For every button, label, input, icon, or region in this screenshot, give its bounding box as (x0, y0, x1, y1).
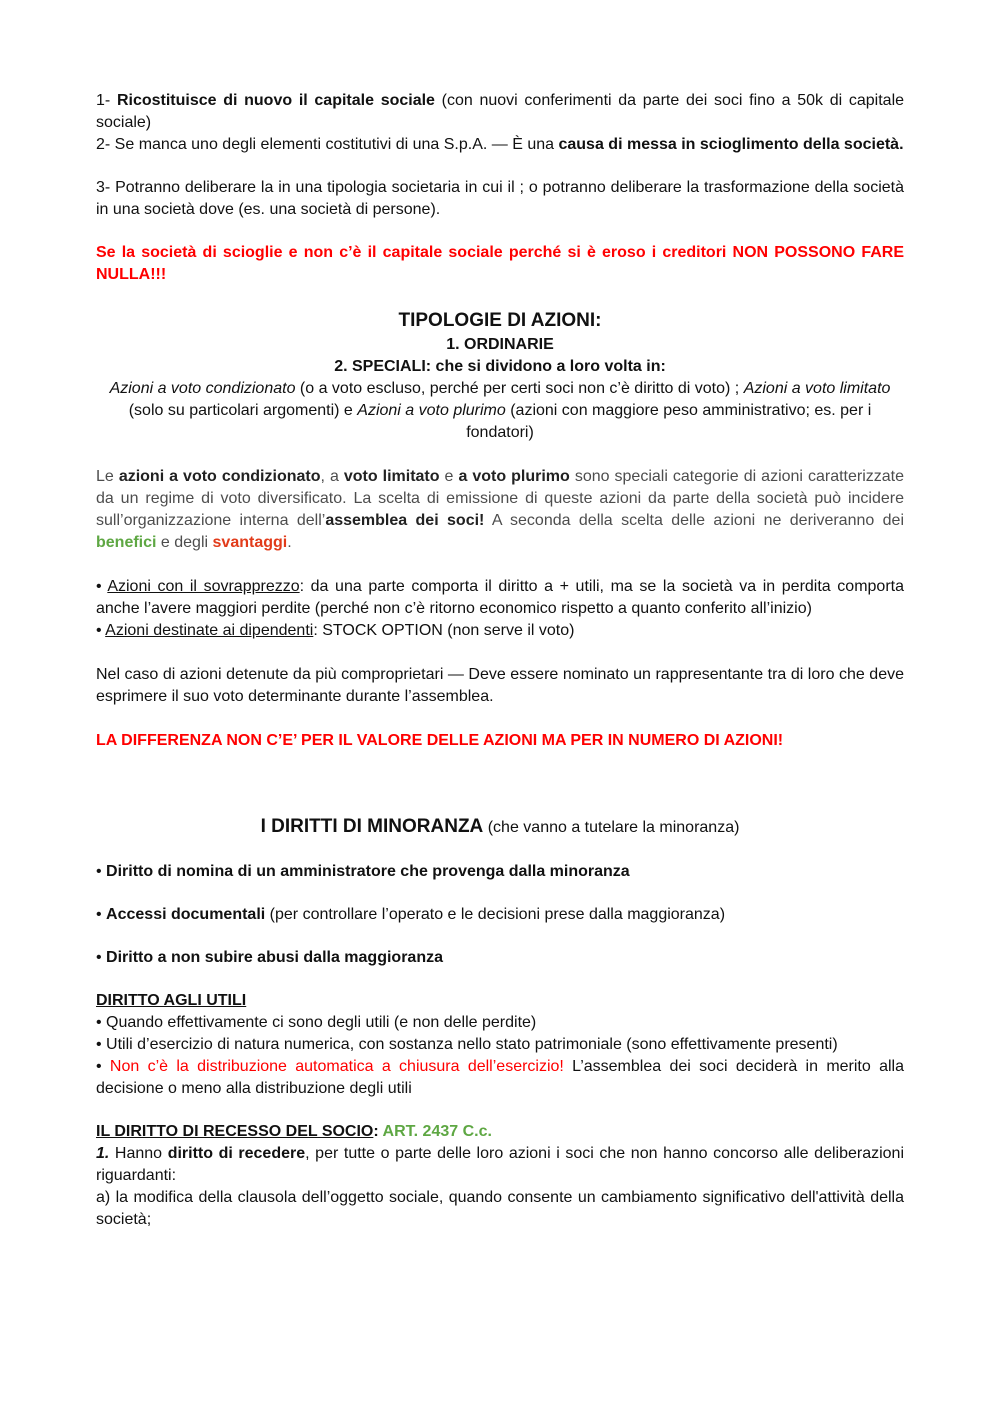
list-item-speciali (96, 356, 904, 378)
list-item-ordinarie (96, 334, 904, 356)
bullet-utili-2: • Utili d’esercizio di natura numerica, con sostanza nello stato patrimoniale (sono effettivamente presenti) (96, 1036, 838, 1053)
body-text: e (439, 468, 459, 485)
body-text: Le (96, 468, 119, 485)
paragraph-ricostituisce (96, 90, 904, 134)
bullet-abusi-maggioranza: • Diritto a non subire abusi dalla maggioranza (96, 949, 443, 966)
bold-text: a voto plurimo (458, 468, 570, 485)
item-number: 1- (96, 92, 117, 109)
paragraph-azioni-speciali (96, 378, 904, 444)
bullet-utili-1: • Quando effettivamente ci sono degli utili (e non delle perdite) (96, 1014, 537, 1031)
warning-text: Se la società di scioglie e non c’è il capitale sociale perché si è eroso i creditori NON POSSONO FARE NULLA!!! (96, 244, 904, 283)
body-text: Hanno (109, 1145, 168, 1162)
body-text: , per tutte o parte delle loro azioni i soci che non hanno concorso alle deliberazioni riguardanti: (96, 1145, 905, 1184)
underlined-label: Azioni destinate ai dipendenti (105, 622, 314, 639)
paragraph-manca-elementi (96, 134, 904, 156)
paragraph-voto-diversificato (96, 466, 904, 554)
colon: : (373, 1123, 379, 1140)
body-text: (azioni con maggiore peso amministrativo; es. per i fondatori) (466, 402, 872, 441)
body-text: . (287, 534, 292, 551)
body-text: L’assemblea dei soci deciderà in merito alla decisione o meno alla distribuzione degli utili (96, 1058, 904, 1097)
warning-scioglimento (96, 242, 904, 286)
warning-text: LA DIFFERENZA NON C’E’ PER IL VALORE DELLE AZIONI MA PER IN NUMERO DI AZIONI! (96, 732, 784, 749)
heading-diritti-minoranza (96, 814, 904, 841)
body-text: : STOCK OPTION (non serve il voto) (313, 622, 575, 639)
article-reference: ART. 2437 C.c. (378, 1123, 492, 1140)
bullet-nomina-amministratore: • Diritto di nomina di un amministratore che provenga dalla minoranza (96, 863, 630, 880)
body-text: , a (320, 468, 344, 485)
italic-text: Azioni a voto limitato (743, 380, 891, 397)
italic-text: Azioni a voto condizionato (109, 380, 296, 397)
heading-diritto-utili (96, 990, 904, 1012)
underlined-label: Azioni con il sovrapprezzo (107, 578, 300, 595)
body-text: e degli (156, 534, 213, 551)
svantaggi-text: svantaggi (212, 534, 288, 551)
bullet-utili-3: • Non c’è la distribuzione automatica a chiusura dell’esercizio! L’assemblea dei soci deciderà in merito alla decisione o meno alla distribuzione degli utili (96, 1058, 904, 1097)
bold-text: 1. ORDINARIE (446, 336, 554, 353)
bullet-marker: • (96, 578, 108, 595)
body-text: sono speciali categorie di azioni caratterizzate da un regime di voto diversificato. La scelta di emissione di queste azioni da parte della società può incidere sull’organizzazione interna dell’ (96, 468, 905, 529)
bullet-accessi-documentali: • Accessi documentali (per controllare l’operato e le decisioni prese dalla maggioranza) (96, 906, 726, 923)
body-text: (per controllare l’operato e le decisioni prese dalla maggioranza) (265, 906, 726, 923)
body-text: 2- Se manca uno degli elementi costitutivi di una S.p.A. — È una (96, 136, 559, 153)
bold-text: assemblea dei soci! (325, 512, 485, 529)
heading-text: I DIRITTI DI MINORANZA (260, 816, 484, 837)
body-text: A seconda della scelta delle azioni ne deriveranno dei (484, 512, 905, 529)
paragraph-potranno-deliberare: 3- Potranno deliberare la in una tipologia societaria in cui il ; o potranno deliberare la trasformazione della società in una società dove (es. una società di persone). (96, 179, 904, 218)
red-text: Non c’è la distribuzione automatica a chiusura dell’esercizio! (109, 1058, 564, 1075)
paragraph-recesso-1 (96, 1143, 904, 1187)
bullet-marker: • (96, 622, 106, 639)
body-text: (o a voto escluso, perché per certi soci non c’è diritto di voto) ; (295, 380, 744, 397)
section-title: IL DIRITTO DI RECESSO DEL SOCIO (96, 1123, 374, 1140)
benefici-text: benefici (96, 534, 157, 551)
bold-text: Diritto a non subire abusi dalla maggioranza (106, 949, 443, 966)
bullet-dipendenti (96, 620, 904, 642)
body-text: (con nuovi conferimenti da parte dei soci fino a 50k di capitale sociale) (96, 92, 905, 131)
heading-subtitle: (che vanno a tutelare la minoranza) (483, 819, 740, 836)
body-text: (solo su particolari argomenti) e (128, 402, 358, 419)
bold-text: Diritto di nomina di un amministratore che provenga dalla minoranza (106, 863, 630, 880)
bold-text: diritto di recedere (167, 1145, 306, 1162)
heading-tipologie-azioni: TIPOLOGIE DI AZIONI: (398, 310, 602, 331)
bold-text: 2. SPECIALI: che si dividono a loro volta in: (334, 358, 666, 375)
heading-diritto-recesso (96, 1121, 904, 1143)
paragraph-recesso-a: a) la modifica della clausola dell’oggetto sociale, quando consente un cambiamento significativo dell'attività della società; (96, 1189, 904, 1228)
item-number: 1. (96, 1145, 110, 1162)
section-title: DIRITTO AGLI UTILI (96, 992, 247, 1009)
warning-differenza (96, 730, 904, 752)
bold-text: causa di messa in scioglimento della società. (558, 136, 904, 153)
body-text: : da una parte comporta il diritto a + utili, ma se la società va in perdita comporta anche l’avere maggiori perdite (perché non c’è ritorno economico rispetto a quanto conferito all’inizio) (96, 578, 904, 617)
bold-text: Accessi documentali (106, 906, 266, 923)
italic-text: Azioni a voto plurimo (357, 402, 506, 419)
bold-text: Ricostituisce di nuovo il capitale sociale (116, 92, 435, 109)
paragraph-comproprietari: Nel caso di azioni detenute da più comproprietari — Deve essere nominato un rappresentante tra di loro che deve esprimere il suo voto determinante durante l’assemblea. (96, 666, 904, 705)
bold-text: azioni a voto condizionato (118, 468, 321, 485)
bullet-sovrapprezzo (96, 576, 904, 620)
bold-text: voto limitato (343, 468, 440, 485)
